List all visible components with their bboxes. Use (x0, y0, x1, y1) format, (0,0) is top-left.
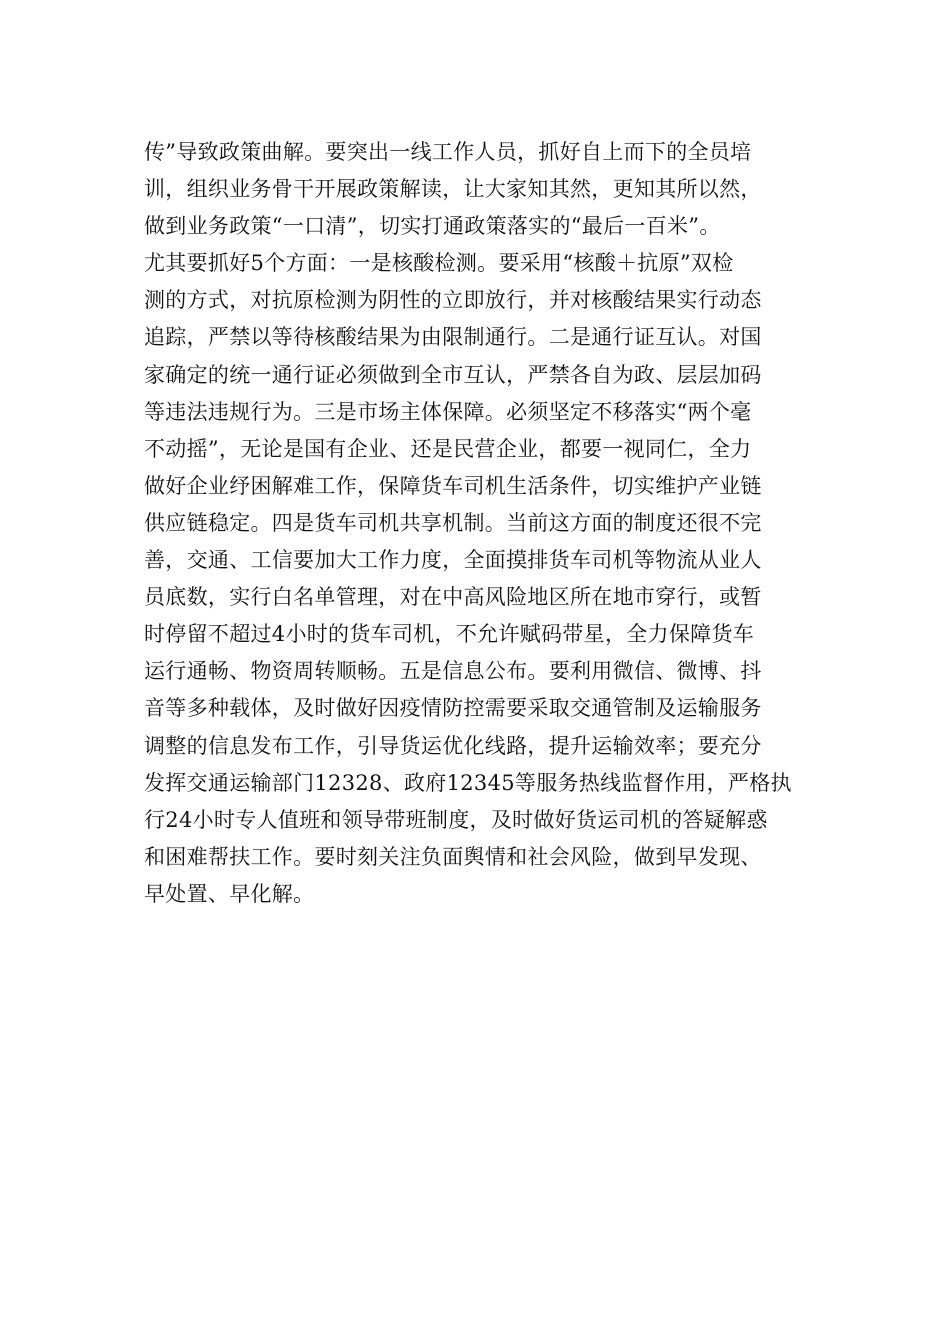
text-line: 行24小时专人值班和领导带班制度，及时做好货运司机的答疑解惑 (144, 807, 768, 832)
text-line: 测的方式，对抗原检测为阴性的立即放行，并对核酸结果实行动态 (144, 288, 762, 313)
text-line: 早处置、早化解。 (144, 881, 315, 906)
text-line: 尤其要抓好5个方面：一是核酸检测。要采用“核酸＋抗原”双检 (144, 251, 734, 276)
text-line: 音等多种载体，及时做好因疫情防控需要采取交通管制及运输服务 (144, 696, 762, 721)
body-paragraph (144, 134, 824, 913)
text-line: 家确定的统一通行证必须做到全市互认，严禁各自为政、层层加码 (144, 362, 762, 387)
text-line: 训，组织业务骨干开展政策解读，让大家知其然，更知其所以然， (144, 177, 762, 202)
text-line: 发挥交通运输部门12328、政府12345等服务热线监督作用，严格执 (144, 770, 792, 795)
text-line: 员底数，实行白名单管理，对在中高风险地区所在地市穿行，或暂 (144, 585, 762, 610)
text-line: 做好企业纾困解难工作，保障货车司机生活条件，切实维护产业链 (144, 473, 762, 498)
text-line: 传”导致政策曲解。要突出一线工作人员，抓好自上而下的全员培 (144, 140, 752, 164)
text-line: 运行通畅、物资周转顺畅。五是信息公布。要利用微信、微博、抖 (144, 659, 762, 684)
text-line: 调整的信息发布工作，引导货运优化线路，提升运输效率；要充分 (144, 733, 762, 758)
text-line: 时停留不超过4小时的货车司机，不允许赋码带星，全力保障货车 (144, 622, 755, 647)
text-line: 善，交通、工信要加大工作力度，全面摸排货车司机等物流从业人 (144, 548, 762, 573)
text-line: 供应链稳定。四是货车司机共享机制。当前这方面的制度还很不完 (144, 510, 762, 535)
text-line: 等违法违规行为。三是市场主体保障。必须坚定不移落实“两个毫 (144, 399, 752, 424)
text-line: 做到业务政策“一口清”，切实打通政策落实的“最后一百米”。 (144, 214, 721, 239)
text-line: 追踪，严禁以等待核酸结果为由限制通行。二是通行证互认。对国 (144, 325, 762, 350)
text-line: 和困难帮扶工作。要时刻关注负面舆情和社会风险，做到早发现、 (144, 844, 762, 869)
text-line: 不动摇”，无论是国有企业、还是民营企业，都要一视同仁，全力 (144, 436, 752, 461)
